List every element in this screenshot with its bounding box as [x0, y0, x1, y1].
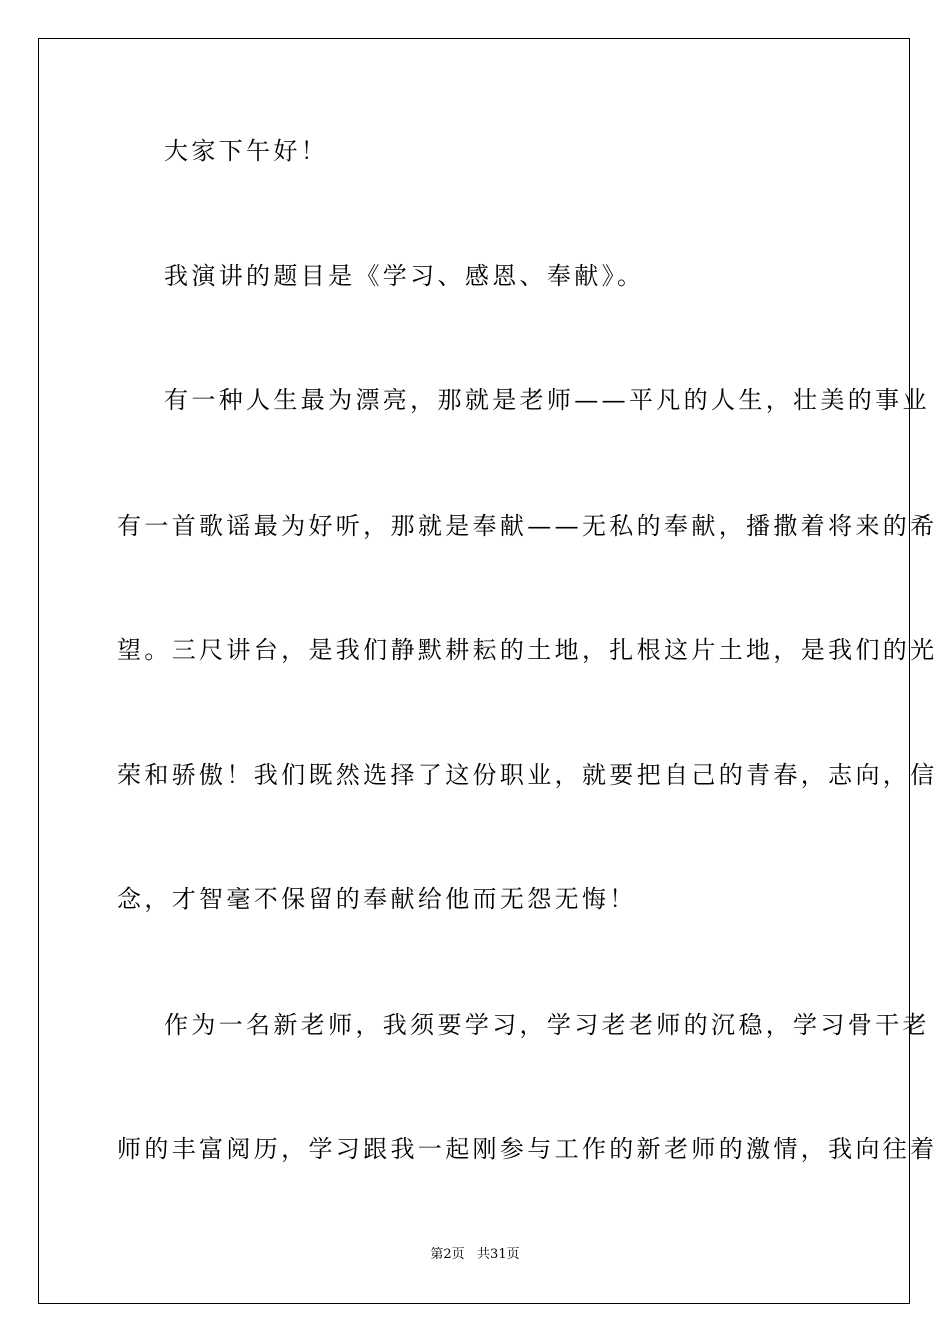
paragraph-line: 师的丰富阅历，学习跟我一起刚参与工作的新老师的激情，我向往着 — [117, 1135, 938, 1163]
paragraph-line: 荣和骄傲！我们既然选择了这份职业，就要把自己的青春，志向，信 — [117, 761, 938, 789]
paragraph-line: 有一种人生最为漂亮，那就是老师——平凡的人生，壮美的事业 — [164, 386, 930, 414]
greeting-line: 大家下午好！ — [164, 137, 329, 165]
paragraph-line: 作为一名新老师，我须要学习，学习老老师的沉稳，学习骨干老 — [164, 1011, 930, 1039]
paragraph-line: 望。三尺讲台，是我们静默耕耘的土地，扎根这片土地，是我们的光 — [117, 636, 938, 664]
page-number-footer: 第2页 共31页 — [430, 1247, 520, 1262]
paragraph-line: 念，才智毫不保留的奉献给他而无怨无悔！ — [117, 885, 637, 913]
paragraph-line: 有一首歌谣最为好听，那就是奉献——无私的奉献，播撒着将来的希 — [117, 512, 938, 540]
speech-title-line: 我演讲的题目是《学习、感恩、奉献》。 — [164, 262, 645, 290]
page-border — [38, 38, 910, 1304]
